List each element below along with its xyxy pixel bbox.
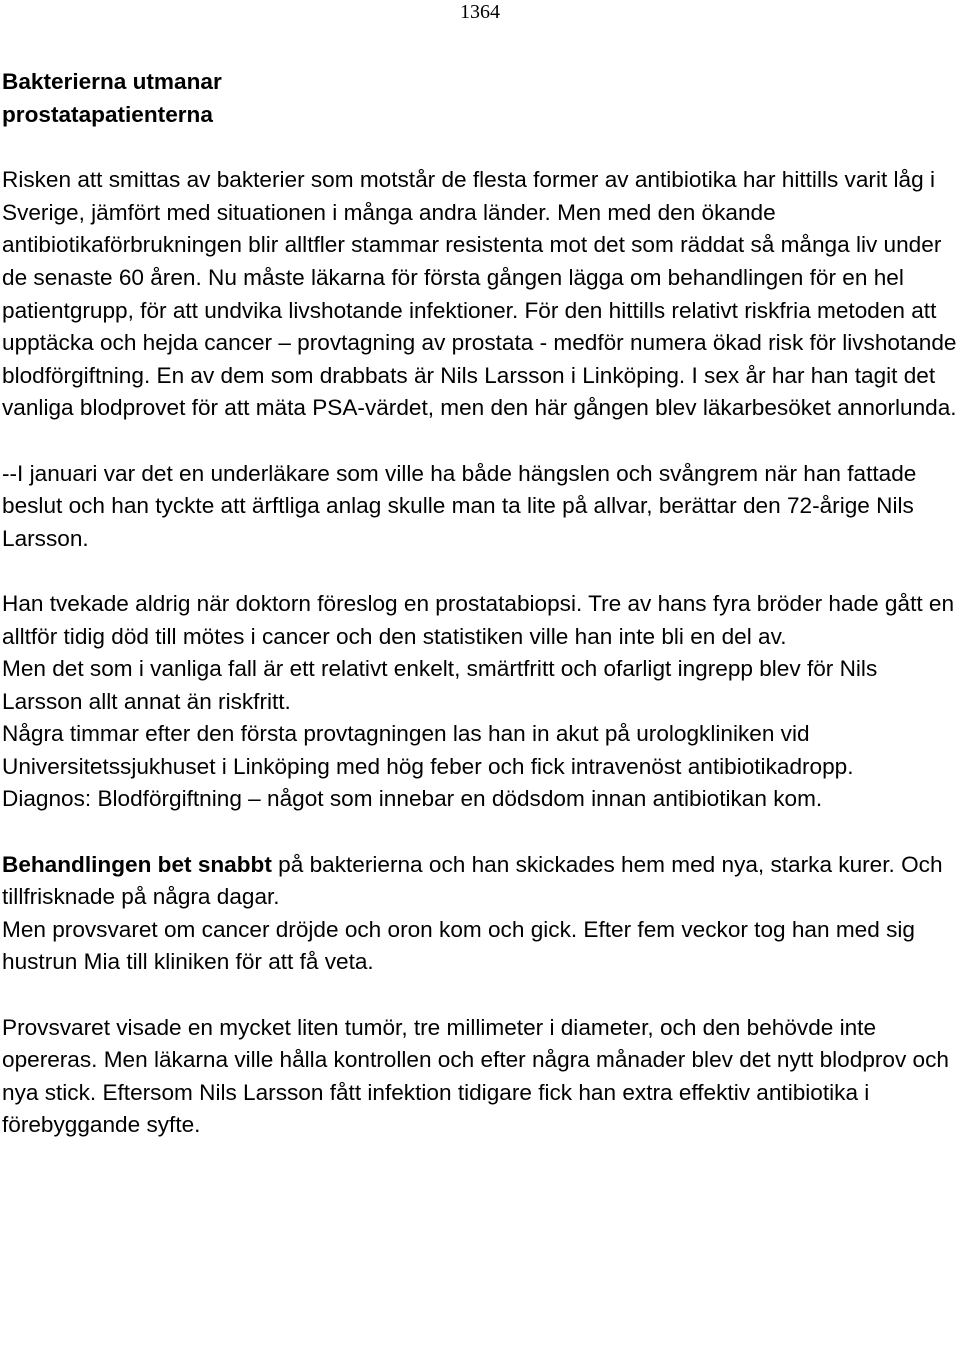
- paragraph-diagnosis: Diagnos: Blodförgiftning – något som innebar en dödsdom innan antibiotikan kom.: [2, 786, 823, 812]
- paragraph-procedure: Men det som i vanliga fall är ett relativt enkelt, smärtfritt och ofarligt ingrepp blev för Nils Larsson allt annat än riskfritt.: [2, 656, 878, 714]
- paragraph-waiting: Men provsvaret om cancer dröjde och oron kom och gick. Efter fem veckor tog han med sig hustrun Mia till kliniken för att få veta.: [2, 916, 915, 975]
- article: [2, 66, 958, 1142]
- title-line-2: prostatapatienterna: [2, 101, 213, 127]
- article-title: [2, 66, 958, 131]
- treatment-rest: på bakterierna och han skickades hem med nya, starka kurer. Och tillfrisknade på några dagar.: [2, 851, 943, 910]
- paragraph-admission: Några timmar efter den första provtagningen las han in akut på urologkliniken vid Universitetssjukhuset i Linköping med hög feber och fick intravenöst antibiotikadropp.: [2, 721, 854, 779]
- title-line-1: Bakterierna utmanar: [2, 69, 222, 94]
- paragraph-quote: --I januari var det en underläkare som ville ha både hängslen och svångrem när han fattade beslut och han tyckte att ärftliga anlag skulle man ta lite på allvar, berättar den 72-årige Nils Larsson.: [2, 460, 917, 551]
- treatment-lead: Behandlingen bet snabbt: [2, 851, 272, 877]
- paragraph-intro: Risken att smittas av bakterier som motstår de flesta former av antibiotika har hittills varit låg i Sverige, jämfört med situationen i många andra länder. Men med den ökande antibiotikaförbrukningen blir alltfler stammar resistenta mot det som räddat så många liv under de senaste 60 åren. Nu måste läkarna för första gången lägga om behandlingen för en hel patientgrupp, för att undvika livshotande infektioner. För den hittills relativt riskfria metoden att upptäcka och hejda cancer – provtagning av prostata - medför numera ökad risk för livshotande blodförgiftning. En av dem som drabbats är Nils Larsson i Linköping. I sex år har han tagit det vanliga blodprovet för att mäta PSA-värdet, men den här gången blev läkarbesöket annorlunda.: [2, 167, 957, 421]
- page-number: 1364: [460, 1, 500, 23]
- paragraph-treatment: [2, 849, 958, 914]
- paragraph-result: Provsvaret visade en mycket liten tumör, tre millimeter i diameter, och den behövde inte opereras. Men läkarna ville hålla kontrollen och efter några månader blev det nytt blodprov och nya stick. Eftersom Nils Larsson fått infektion tidigare fick han extra effektiv antibiotika i förebyggande syfte.: [2, 1014, 949, 1138]
- paragraph-biopsy: Han tvekade aldrig när doktorn föreslog en prostatabiopsi. Tre av hans fyra bröder hade gått en alltför tidig död till mötes i cancer och den statistiken ville han inte bli en del av.: [2, 590, 955, 649]
